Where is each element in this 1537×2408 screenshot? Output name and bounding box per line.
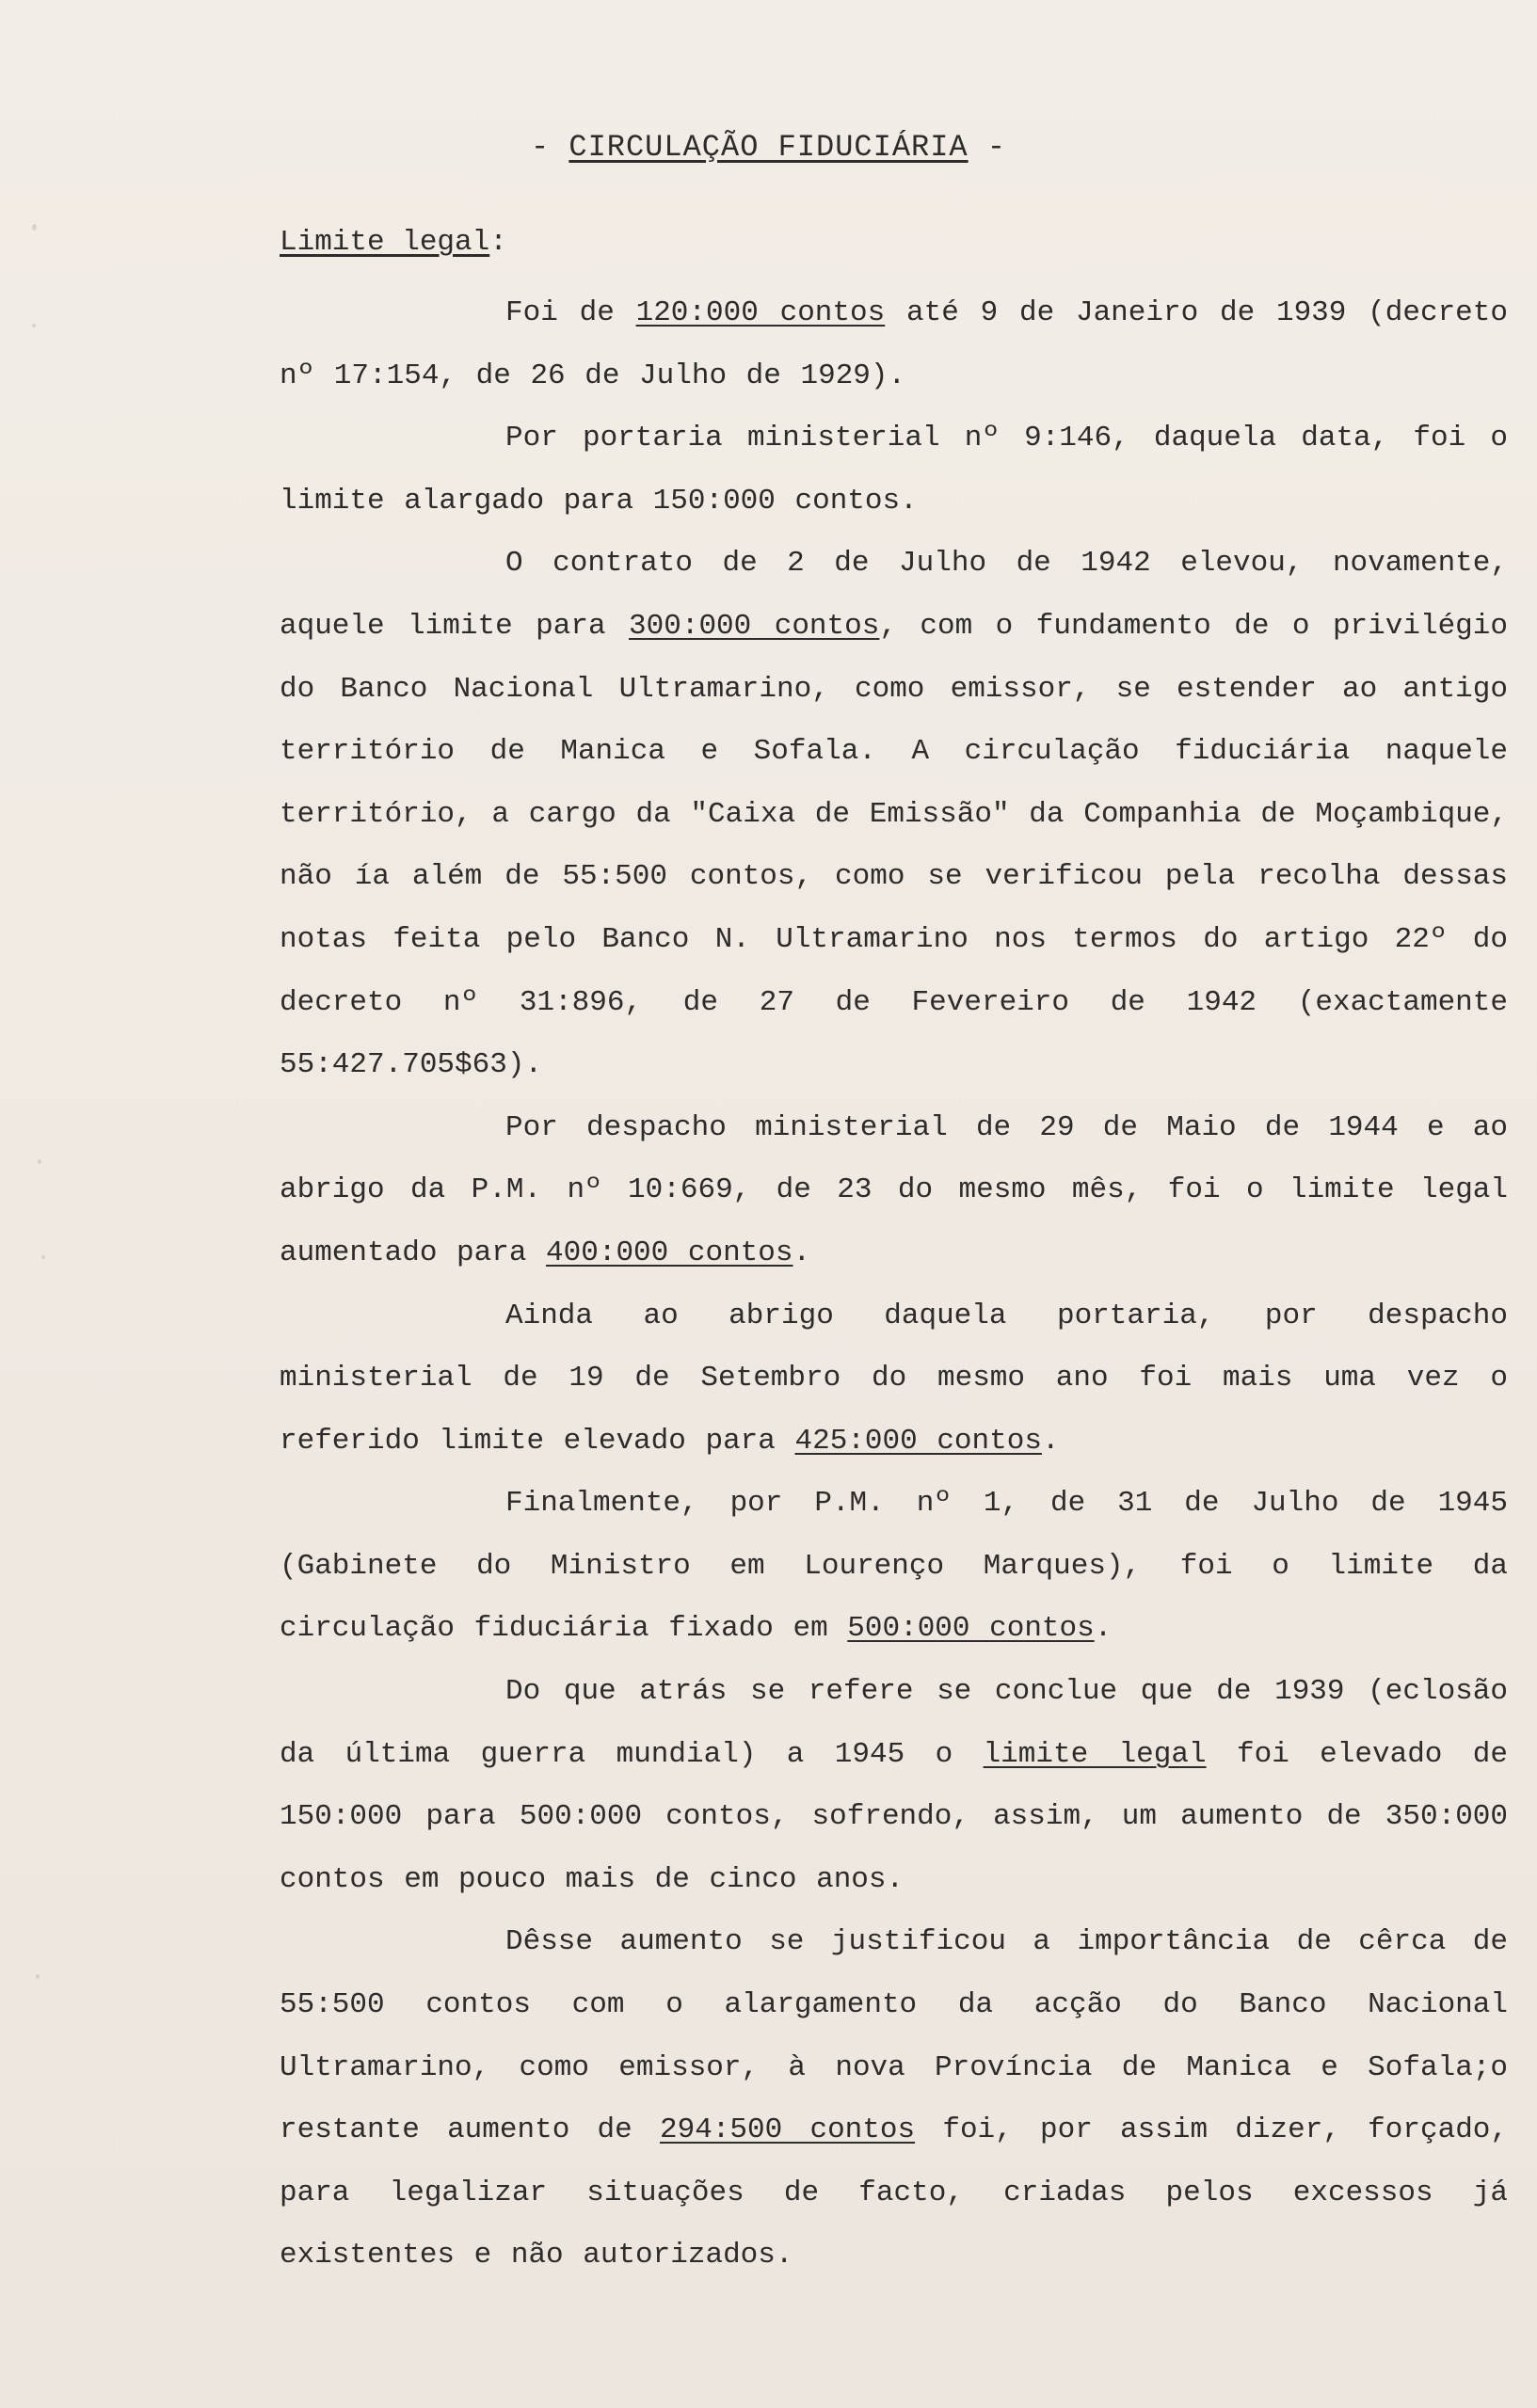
section-colon: : [489,226,507,259]
paragraph-7 [280,1661,1508,1911]
text-run: até 9 de Janeiro de 1939 (decreto nº 17:154, de 26 de Julho de 1929). [280,296,1508,392]
text-run: . [1094,1612,1113,1646]
text-run: O contrato de 2 de Julho de 1942 elevou, novamente, aquele limite para [280,547,1508,643]
paragraph-5 [280,1285,1508,1474]
text-run: Ainda ao abrigo daquela portaria, por despacho ministerial de 19 de Setembro do mesmo ano foi mais uma vez o referido limite elevado para [280,1299,1508,1458]
text-run: . [793,1236,811,1269]
body-text [280,282,1508,2288]
text-run: Finalmente, por P.M. nº 1, de 31 de Julho de 1945 (Gabinete do Ministro em Lourenço Marques), foi o limite da circulação fiduciária fixado em [280,1487,1508,1646]
title-text: CIRCULAÇÃO FIDUCIÁRIA [568,130,969,165]
text-run: foi elevado de 150:000 para 500:000 contos, sofrendo, assim, um aumento de 350:000 contos em pouco mais de cinco anos. [280,1737,1508,1896]
title-suffix: - [968,130,1007,165]
text-run: Por portaria ministerial nº 9:146, daquela data, foi o limite alargado para 150:000 contos. [280,422,1508,518]
paragraph-6 [280,1473,1508,1661]
paper-speck [38,1159,41,1164]
paper-speck [32,324,36,327]
underlined-amount: 120:000 contos [635,296,886,329]
text-run: , com o fundamento de o privilégio do Banco Nacional Ultramarino, como emissor, se estender ao antigo território de Manica e Sofala. A circulação fiduciária naquele território, a cargo da "Caixa de Emissão" da Companhia de Moçambique, não ía além de 55:500 contos, como se verificou pela recolha dessas notas feita pelo Banco N. Ultramarino nos termos do artigo 22º do decreto nº 31:896, de 27 de Fevereiro de 1942 (exactamente 55:427.705$63). [280,609,1508,1082]
title-prefix: - [530,130,569,165]
underlined-amount: 294:500 contos [660,2113,916,2147]
text-run: . [1041,1424,1060,1458]
section-heading [280,226,507,259]
underlined-amount: 400:000 contos [546,1236,793,1269]
underlined-amount: 300:000 contos [629,609,880,643]
paper-speck [36,1974,40,1979]
paragraph-2 [280,407,1508,533]
underlined-amount: 500:000 contos [847,1612,1095,1646]
text-run: Por despacho ministerial de 29 de Maio de 1944 e ao abrigo da P.M. nº 10:669, de 23 do mesmo mês, foi o limite legal aumentado para [280,1110,1508,1269]
text-run: Dêsse aumento se justificou a importância de cêrca de 55:500 contos com o alargamento da acção do Banco Nacional Ultramarino, como emissor, à nova Província de Manica e Sofala;o restante aumento de [280,1925,1508,2147]
paragraph-3 [280,533,1508,1096]
paper-speck [41,1255,45,1259]
text-run: Do que atrás se refere se conclue que de 1939 (eclosão da última guerra mundial) a 1945 o [280,1675,1508,1771]
document-title [0,130,1537,165]
paragraph-8 [280,1911,1508,2288]
underlined-amount: 425:000 contos [794,1424,1042,1458]
underlined-term: limite legal [983,1737,1207,1771]
section-label: Limite legal [280,226,490,259]
paragraph-1 [280,282,1508,407]
paragraph-4 [280,1097,1508,1285]
paper-speck [32,224,37,231]
text-run: foi, por assim dizer, forçado, para legalizar situações de facto, criadas pelos excessos já existentes e não autorizados. [280,2113,1508,2272]
text-run: Foi de [505,296,636,329]
